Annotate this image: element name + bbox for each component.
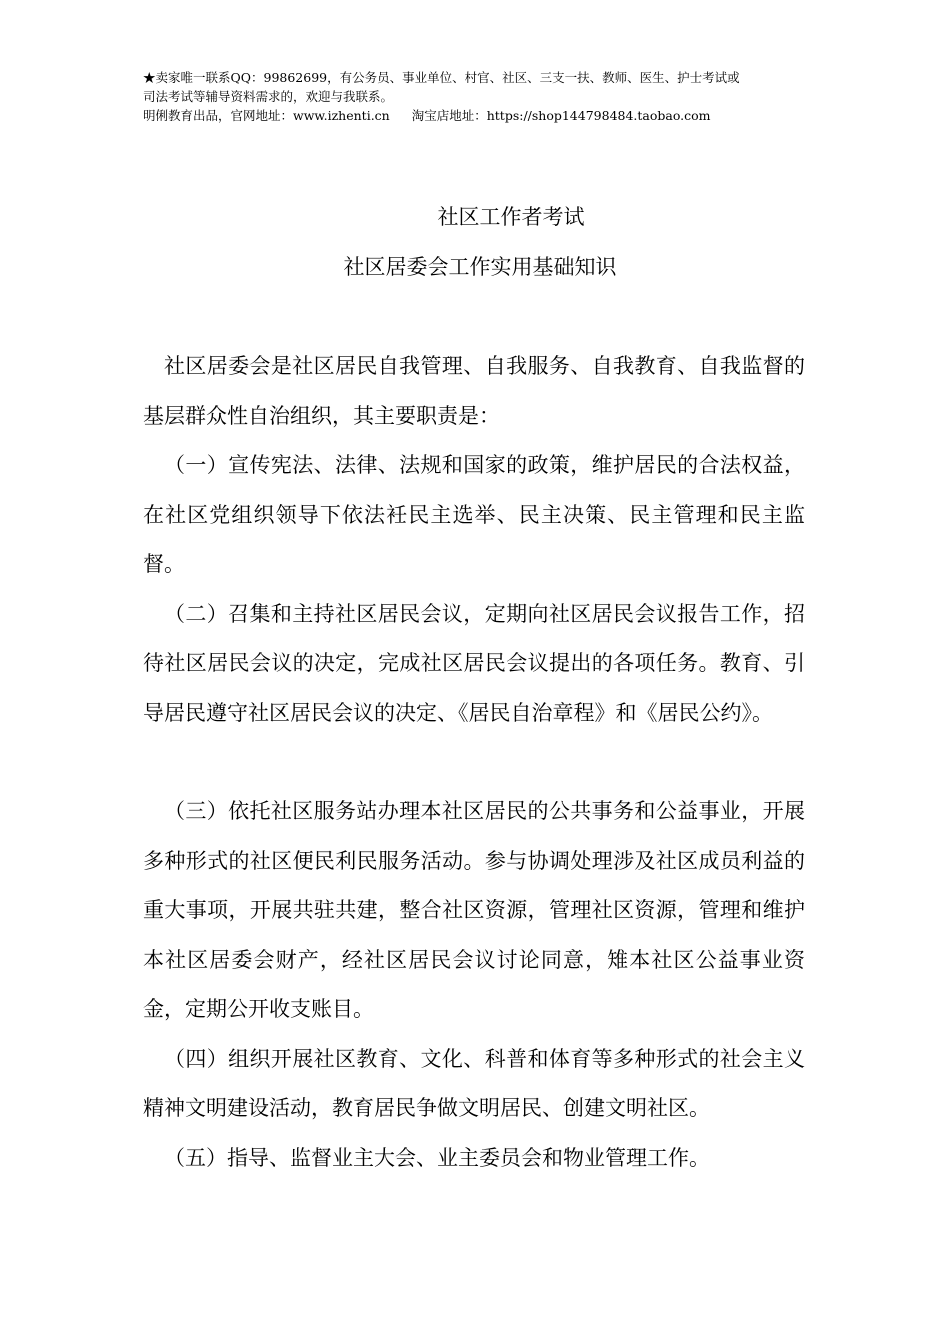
header-line-3 [143, 106, 823, 125]
document-body [143, 342, 805, 1183]
document-title: 社区工作者考试 [437, 205, 585, 229]
duty-paragraph-2: （二）召集和主持社区居民会议，定期向社区居民会议报告工作，招待社区居民会议的决定，完成社区居民会议提出的各项任务。教育、引导居民遵守社区居民会议的决定、《居民自治章程》和《居民公约》。 [143, 601, 805, 725]
duty-paragraph-1: （一）宣传宪法、法律、法规和国家的政策，维护居民的合法权益，在社区党组织领导下依法衽民主选举、民主决策、民主管理和民主监督。 [143, 453, 805, 576]
duty-paragraph-5: （五）指导、监督业主大会、业主委员会和物业管理工作。 [164, 1145, 710, 1170]
seller-contact-header [143, 68, 823, 125]
intro-paragraph: 社区居委会是社区居民自我管理、自我服务、自我教育、自我监督的基层群众性自治组织，其主要职责是： [143, 354, 805, 428]
header-line-2: 司法考试等辅导资料需求的，欢迎与我联系。 [143, 89, 394, 104]
duty-paragraph-4: （四）组织开展社区教育、文化、科普和体育等多种形式的社会主义精神文明建设活动，教育居民争做文明居民、创建文明社区。 [143, 1046, 805, 1120]
official-site-text: 明俐教育出品，官网地址：www.izhenti.cn [143, 108, 390, 123]
duty-paragraph-3: （三）依托社区服务站办理本社区居民的公共事务和公益事业，开展多种形式的社区便民利民服务活动。参与协调处理涉及社区成员利益的重大事项，开展共驻共建，整合社区资源，管理社区资源，管理和维护本社区居委会财产，经社区居民会议讨论同意，雉本社区公益事业资金，定期公开收支账目。 [143, 799, 805, 1021]
header-line-1: ★卖家唯一联系QQ：99862699，有公务员、事业单位、村官、社区、三支一扶、教师、医生、护士考试或 [143, 70, 740, 85]
taobao-shop-text: 淘宝店地址：https://shop144798484.taobao.com [411, 108, 711, 123]
document-subtitle: 社区居委会工作实用基础知识 [343, 255, 617, 279]
